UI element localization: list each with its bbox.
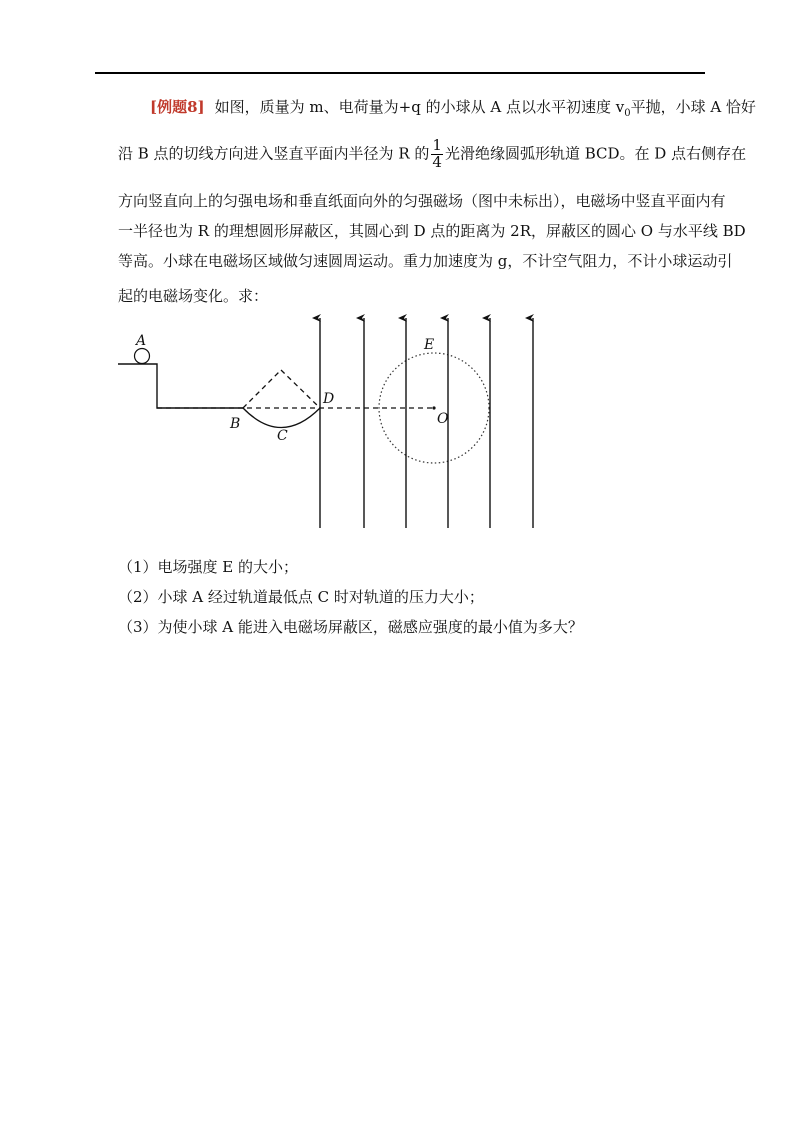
question-2: （2）小球 A 经过轨道最低点 C 时对轨道的压力大小； xyxy=(118,588,484,606)
arc-bcd xyxy=(243,408,320,428)
label-d: D xyxy=(323,391,335,407)
line2-pre: 沿 B 点的切线方向进入竖直平面内半径为 R 的 xyxy=(118,144,430,163)
question-3: （3）为使小球 A 能进入电磁场屏蔽区，磁感应强度的最小值为多大？ xyxy=(118,618,583,636)
radius-d xyxy=(281,370,320,408)
ball-a xyxy=(135,349,150,364)
line2-post: 光滑绝缘圆弧形轨道 BCD。在 D 点右侧存在 xyxy=(444,144,747,163)
center-o-dot xyxy=(432,406,435,409)
problem-line-3: 方向竖直向上的匀强电场和垂直纸面向外的匀强磁场（图中未标出），电磁场中竖直平面内有 xyxy=(118,192,726,210)
label-b: B xyxy=(230,416,241,432)
question-1: （1）电场强度 E 的大小； xyxy=(118,558,299,576)
label-o: O xyxy=(437,411,449,427)
label-e: E xyxy=(424,337,435,353)
v0-subscript: 0 xyxy=(624,108,631,119)
problem-line-6: 起的电磁场变化。求： xyxy=(118,287,269,305)
label-c: C xyxy=(277,428,288,444)
example-tag: [例题8] xyxy=(150,98,205,116)
label-a: A xyxy=(136,333,147,349)
fraction-denominator: 4 xyxy=(432,152,442,171)
platform-outline xyxy=(118,364,243,408)
problem-line-5: 等高。小球在电磁场区域做匀速圆周运动。重力加速度为 g，不计空气阻力，不计小球运动引 xyxy=(118,252,733,270)
problem-line-4: 一半径也为 R 的理想圆形屏蔽区，其圆心到 D 点的距离为 2R，屏蔽区的圆心 O 与水平线 BD xyxy=(118,222,746,240)
radius-b xyxy=(243,370,281,408)
line1-text: 如图，质量为 m、电荷量为+q 的小球从 A 点以水平初速度 v xyxy=(214,98,625,116)
line1-tail: 平抛，小球 A 恰好 xyxy=(630,98,756,116)
fraction-numerator: 1 xyxy=(432,136,442,154)
